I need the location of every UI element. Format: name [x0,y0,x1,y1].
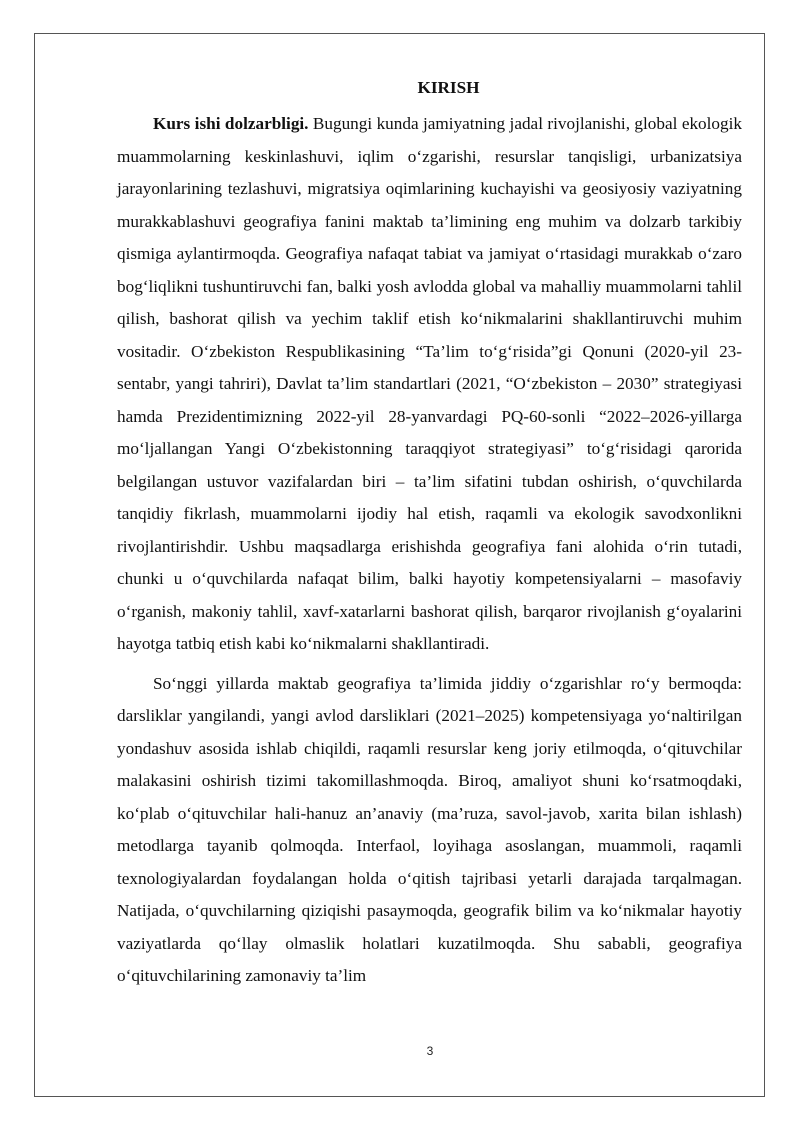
document-body [117,72,742,993]
page-number: 3 [426,1044,434,1058]
paragraph-1 [117,108,742,661]
paragraph-text: Bugungi kunda jamiyatning jadal rivojlanishi, global ekologik muammolarning keskinlashuvi, iqlim o‘zgarishi, resurslar tanqisligi, urbanizatsiya jarayonlarining tezlashuvi, migratsiya oqimlarining kuchayishi va geosiyosiy vaziyatning murakkablashuvi geografiya fanini maktab ta’limining eng muhim va dolzarb tarkibiy qismiga aylantirmoqda. Geografiya nafaqat tabiat va jamiyat o‘rtasidagi murakkab o‘zaro bog‘liqlikni tushuntiruvchi fan, balki yosh avlodda global va mahalliy muammolarni tahlil qilish, bashorat qilish va yechim taklif etish ko‘nikmalarini shakllantiruvchi muhim vositadir. O‘zbekiston Respublikasining “Ta’lim to‘g‘risida”gi Qonuni (2020-yil 23-sentabr, yangi tahriri), Davlat ta’lim standartlari (2021, “O‘zbekiston – 2030” strategiyasi hamda Prezidentimizning 2022-yil 28-yanvardagi PQ-60-sonli “2022–2026-yillarga mo‘ljallangan Yangi O‘zbekistonning taraqqiyot strategiyasi” to‘g‘risidagi qarorida belgilangan ustuvor vazifalardan biri – ta’lim sifatini tubdan oshirish, o‘quvchilarda tanqidiy fikrlash, muammolarni ijodiy hal etish, raqamli va ekologik savodxonlikni rivojlantirishdir. Ushbu maqsadlarga erishishda geografiya fani alohida o‘rin tutadi, chunki u o‘quvchilarda nafaqat bilim, balki hayotiy kompetensiyalarni – masofaviy o‘rganish, makoniy tahlil, xavf-xatarlarni bashorat qilish, barqaror rivojlanish g‘oyalarini hayotga tatbiq etish kabi ko‘nikmalarni shakllantiradi. [117,114,742,653]
section-title: KIRISH [417,78,480,97]
paragraph-text: So‘nggi yillarda maktab geografiya ta’limida jiddiy o‘zgarishlar ro‘y bermoqda: darsliklar yangilandi, yangi avlod darsliklari (2021–2025) kompetensiyaga yo‘naltirilgan yondashuv asosida ishlab chiqildi, raqamli resurslar keng joriy etilmoqda, o‘qituvchilar malakasini oshirish tizimi takomillashmoqda. Biroq, amaliyot shuni ko‘rsatmoqdaki, ko‘plab o‘qituvchilar hali-hanuz an’anaviy (ma’ruza, savol-javob, xarita bilan ishlash) metodlarga tayanib qolmoqda. Interfaol, loyihaga asoslangan, muammoli, raqamli texnologiyalardan foydalangan holda o‘qitish tajribasi yetarli darajada tarqalmagan. Natijada, o‘quvchilarning qiziqishi pasaymoqda, geografik bilim va ko‘nikmalar hayotiy vaziyatlarda qo‘llay olmaslik holatlari kuzatilmoqda. Shu sababli, geografiya o‘qituvchilarining zamonaviy ta’lim [117,673,742,985]
paragraph-2 [117,668,742,993]
paragraph-lead: Kurs ishi dolzarbligi. [153,114,309,133]
